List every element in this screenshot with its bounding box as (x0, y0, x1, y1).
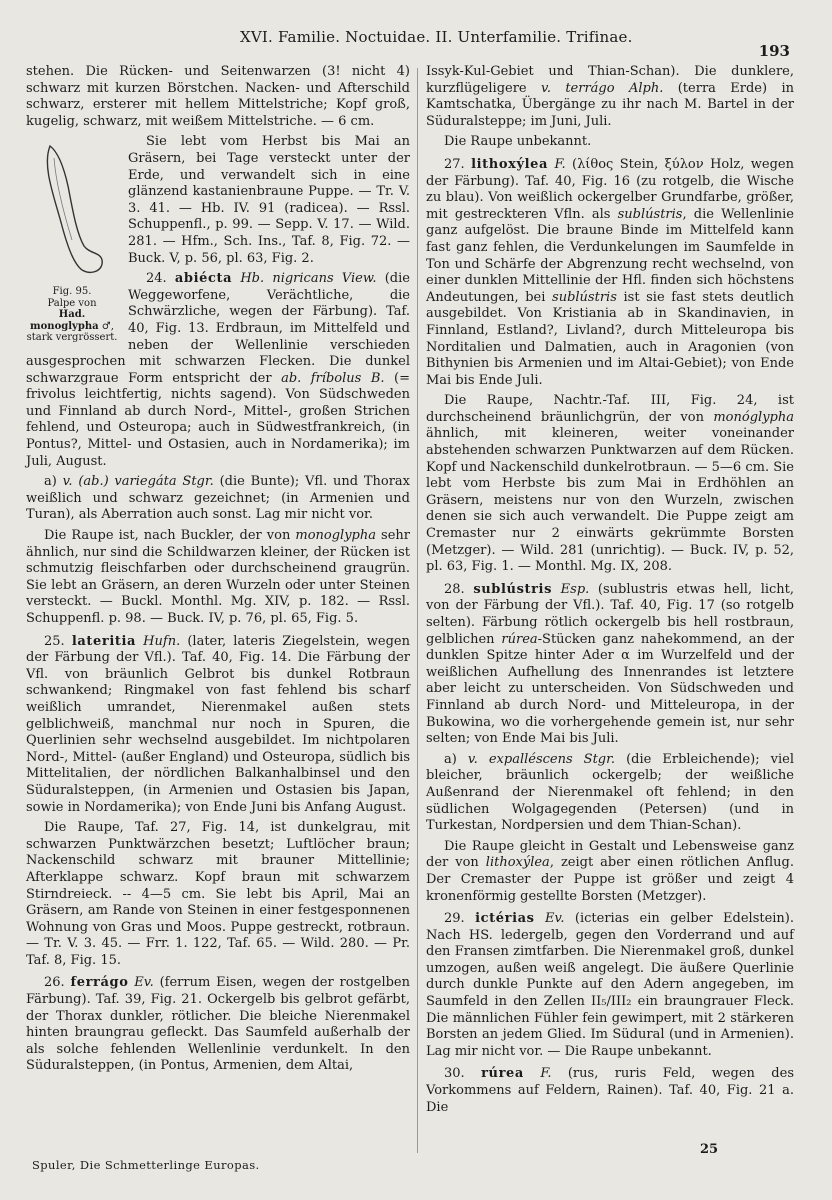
species-description: (λίθος Stein, ξύλον Holz, wegen der Färbung). Taf. 40, Fig. 16 (zu rotgelb, die Wische zu blau). Von weißlich ockergelber Grundfarbe, größer, mit gestreckteren Vfln. als (426, 156, 794, 222)
species-description: (rus, ruris Feld, wegen des Vorkommens auf Feldern, Rainen). Taf. 40, Fig. 21 a. Die (426, 1066, 794, 1115)
footer-signature: 25 (700, 1142, 719, 1157)
species-author: Ev. (545, 911, 565, 927)
figure-caption-line: stark vergrössert. (26, 332, 118, 344)
figure-species: Had. monoglypha (30, 309, 99, 332)
species-description: (sublustris etwas hell, licht, von der Färbung der Vfl.). Taf. 40, Fig. 17 (so rotgelb selten). Färbung rötlich ockergelb bis hell rostbraun, gelblichen (426, 581, 795, 647)
larva-paragraph: Die Raupe, Taf. 27, Fig. 14, ist dunkelgrau, mit schwarzen Punktwärzchen besetzt; Luftlöcher braun; Nackenschild schwarz mit brauner Mittellinie; Afterklappe schwarz. Kopf braun mit schwarzem Stirndreieck. -- 4—5 cm. Sie lebt bis April, Mai an Gräsern, am Rande von Steinen in einer festgesponnenen Wohnung von Gras und Moos. Puppe gestreckt, rotbraun. — Tr. V. 3. 45. — Frr. 1. 122, Taf. 65. — Wild. 280. — Pr. Taf. 8, Fig. 15. (26, 820, 410, 968)
species-author: Hufn. (143, 633, 181, 649)
species-description: , die Wellenlinie ganz aufgelöst. Die braune Binde im Mittelfeld kann fast ganz fehlen, die Verdunkelungen im Saumfelde in Ton und Schärfe der Abgrenzung recht wechselnd, von einer dunklen Mittellinie der Hfl. finden sich höchstens Andeutungen, bei (426, 206, 794, 305)
species-name: ferrágo (70, 975, 129, 991)
page-number: 193 (758, 42, 790, 60)
column-divider (417, 68, 418, 1153)
species-ref: sublústris (552, 289, 617, 305)
paragraph: Sie lebt vom Herbst bis Mai an Gräsern, bei Tage versteckt unter der Erde, und verwandelt sich in eine glänzend kastanienbraune Puppe. — Tr. V. 3. 41. — Hb. IV. 91 (radicea). — Rssl. Schuppenfl., p. 99. — Sepp. V. 17. — Wild. 281. — Hfm., Sch. Ins., Taf. 8, Fig. 72. — Buck. V, p. 56, pl. 63, Fig. 2. (128, 134, 410, 266)
species-name: rúrea (481, 1066, 524, 1082)
right-column (426, 64, 794, 1120)
species-name: ictérias (475, 911, 535, 927)
variety-description: (die Erbleichende); viel bleicher, bräunlich ockergelb; der weißliche Außenrand der Nierenmakel oft fehlend; in den südlichen Wolgagegenden (Petersen) (und in Turkestan, Nordpersien und dem Thian-Schan). (426, 751, 794, 834)
species-synonym: nigricans View. (272, 271, 377, 287)
form-name: v. terrágo Alph. (541, 80, 664, 96)
larva-paragraph (426, 839, 794, 905)
species-name: abiécta (174, 271, 233, 287)
species-number: 27. (444, 156, 465, 172)
text-run: ähnlich, mit kleineren, weiter voneinander abstehenden schwarzen Punktwarzen auf dem Rücken. Kopf und Nackenschild dunkelrotbraun. — 5—6 cm. Sie lebt vom Herbste bis zum Mai in Erdhöhlen an Gräsern, meistens nur von den Wurzeln, zwischen denen sie sich auch verwandelt. Die Puppe zeigt am Cremaster nur 2 einwärts gekrümmte Borsten (Metzger). — Wild. 281 (unrichtig). — Buck. IV, p. 52, pl. 63, Fig. 1. — Monthl. Mg. IX, 208. (426, 426, 794, 575)
species-description: (icterias ein gelber Edelstein). Nach HS. ledergelb, gegen den Vorderrand und auf den Fransen zimtfarben. Die Nierenmakel groß, dunkel umzogen, außen weiß angelegt. Die äußere Querlinie durch dunkle Punkte auf den Adern angegeben, im Saumfeld in den Zellen II₅/III₂ ein braungrauer Fleck. Die männlichen Fühler fein gewimpert, mit 2 stärkeren Borsten an jedem Glied. Im Südural (und in Armenien). Lag mir nicht vor. — Die Raupe unbekannt. (426, 911, 795, 1059)
variety-entry (26, 474, 410, 524)
species-entry-28 (426, 582, 794, 748)
species-name: sublústris (473, 581, 553, 597)
species-number: 29. (444, 911, 465, 927)
species-entry-25 (26, 634, 410, 817)
figure-sex-symbol: ♂, (101, 320, 114, 332)
text-run: Die Raupe gleicht in Gestalt und Lebensweise ganz der von (426, 838, 794, 871)
text-run: sehr ähnlich, nur sind die Schildwarzen kleiner, der Rücken ist schmutzig fleischfarben oder durchscheinend graugrün. Sie lebt an Gräsern, an deren Wurzeln oder unter Steinen versteckt. — Buckl. Monthl. Mg. XIV, p. 182. — Rssl. Schuppenfl. p. 98. — Buck. IV, p. 76, pl. 65, Fig. 5. (26, 528, 410, 626)
species-number: 26. (44, 975, 65, 991)
text-run: Issyk-Kul-Gebiet und Thian-Schan). Die dunklere, kurzflügeligere (426, 64, 794, 96)
species-ref: monoglypha (295, 528, 376, 544)
larva-paragraph (426, 393, 794, 576)
species-number: 28. (444, 581, 465, 597)
species-entry-27 (426, 157, 794, 389)
species-ref: lithoxýlea (485, 855, 550, 871)
species-description: (die Weggeworfene, Verächtliche, die Schwärzliche, wegen der Färbung). Taf. 40, Fig. 13. Erdbraun, im Mittelfeld und neben der Wellenlinie verschieden ausgesprochen mit schwarzen Flecken. Die dunkel schwarzgraue Form entspricht der (26, 271, 410, 386)
text-run: Die Raupe, Nachtr.-Taf. III, Fig. 24, ist durchscheinend bräunlichgrün, der von (426, 393, 794, 425)
variety-name: v. expalléscens Stgr. (467, 751, 616, 767)
species-description: ist sie fast stets deutlich ausgebildet. Von Kristiania ab in Skandinavien, in Finnland, Estland?, Livland?, durch Mitteleuropa bis Norditalien und Dalmatien, auch in Aragonien (von Bithynien bis Armenien und im Altai-Gebiet); von Ende Mai bis Ende Juli. (426, 289, 794, 388)
species-number: 24. (146, 271, 167, 287)
palp-illustration (32, 136, 112, 284)
species-ref: rúrea (501, 631, 538, 647)
larva-paragraph (26, 528, 410, 628)
header-title: XVI. Familie. Noctuidae. II. Unterfamilie. Trifinae. (240, 28, 633, 46)
species-entry-30 (426, 1066, 794, 1116)
text-run: (terra Erde) in Kamtschatka, Übergänge zu ihr nach M. Bartel in der Süduralsteppe; im Juni, Juli. (426, 80, 794, 129)
figure-caption (26, 286, 118, 344)
running-header (0, 28, 832, 62)
variety-entry (426, 752, 794, 835)
paragraph: Die Raupe unbekannt. (444, 134, 592, 150)
figure-label: Fig. 95. (52, 286, 92, 298)
species-number: 30. (444, 1066, 465, 1082)
species-entry-26 (26, 975, 410, 1075)
species-entry-29 (426, 911, 794, 1060)
variety-name: v. (ab.) variegáta Stgr. (62, 474, 214, 490)
text-run: Die Raupe ist, nach Buckler, der von (44, 528, 291, 544)
species-description: (= frivolus leichtfertig, nichts sagend). Von Südschweden und Finnland ab durch Nord-, Mittel-, großen Strichen fehlend, und Osteuropa; auch in Südwestfrankreich, (in Pontus?, Mittel- und Ostasien, auch in Nordamerika); im Juli, August. (26, 370, 410, 469)
species-name: lithoxýlea (471, 156, 549, 172)
form-name: ab. fríbolus B. (281, 370, 385, 386)
variety-label: a) (44, 474, 57, 490)
species-author: F. (554, 156, 566, 172)
figure-95 (26, 136, 118, 344)
species-description: (ferrum Eisen, wegen der rostgelben Färbung). Taf. 39, Fig. 21. Ockergelb bis gelbrot gefärbt, der Thorax dunkler, rötlicher. Die bleiche Nierenmakel hinten braungrau gefleckt. Das Saumfeld außerhalb der als solche fehlenden Wellenlinie verdunkelt. In den Süduralsteppen, (in Pontus, Armenien, dem Altai, (26, 975, 410, 1074)
species-ref: monóglypha (713, 409, 794, 425)
variety-description: (die Bunte); Vfl. und Thorax weißlich und schwarz gezeichnet; (in Armenien und Turan), als Aberration auch sonst. Lag mir nicht vor. (26, 474, 410, 523)
species-ref: sublústris (617, 206, 683, 222)
figure-caption-line: Palpe von (47, 297, 97, 309)
footer-book-title: Spuler, Die Schmetterlinge Europas. (32, 1158, 260, 1172)
species-author: Hb. (240, 271, 265, 287)
species-number: 25. (44, 633, 65, 649)
paragraph (426, 64, 794, 130)
variety-label: a) (444, 751, 457, 767)
paragraph: stehen. Die Rücken- und Seitenwarzen (3! nicht 4) schwarz mit kurzen Börstchen. Nacken- und Afterschild schwarz, ersterer mit hellem Mittelstriche; Kopf groß, kugelig, schwarz, mit weißem Mittelstriche. — 6 cm. (26, 64, 410, 129)
species-description: -Stücken ganz nahekommend, an der dunklen Spitze hinter Ader α im Wurzelfeld und der weißlichen Aufhellung des Innenrandes ist letztere aber leicht zu unterscheiden. Von Südschweden und Finnland ab durch Nord- und Mitteleuropa, in der Bukowina, wo die vorhergehende gemein ist, nur sehr selten; von Ende Mai bis Juli. (426, 631, 794, 747)
species-description: (later, lateris Ziegelstein, wegen der Färbung der Vfl.). Taf. 40, Fig. 14. Die Färbung der Vfl. von bräunlich Gelbrot bis dunkel Rotbraun schwankend; Ringmakel von fast fehlend bis scharf weißlich umrandet, Nierenmakel außen stets gelblichweiß, manchmal nur noch in Spuren, die Querlinien sehr wechselnd ausgebildet. Im nichtpolaren Nord-, Mittel- (außer England) und Osteuropa, südlich bis Mittelitalien, der nördlichen Balkanhalbinsel und den Süduralsteppen, (in Armenien und Ostasien bis Japan, sowie in Nordamerika); von Ende Juni bis Anfang August. (26, 633, 410, 815)
species-name: lateritia (71, 633, 137, 649)
text-run: , zeigt aber einen rötlichen Anflug. Der Cremaster der Puppe ist größer und zeigt 4 kronenförmig gestellte Borsten (Metzger). (426, 855, 794, 904)
species-author: Ev. (134, 975, 154, 991)
left-column (26, 64, 410, 1079)
species-author: F. (540, 1066, 552, 1082)
species-author: Esp. (560, 581, 590, 597)
